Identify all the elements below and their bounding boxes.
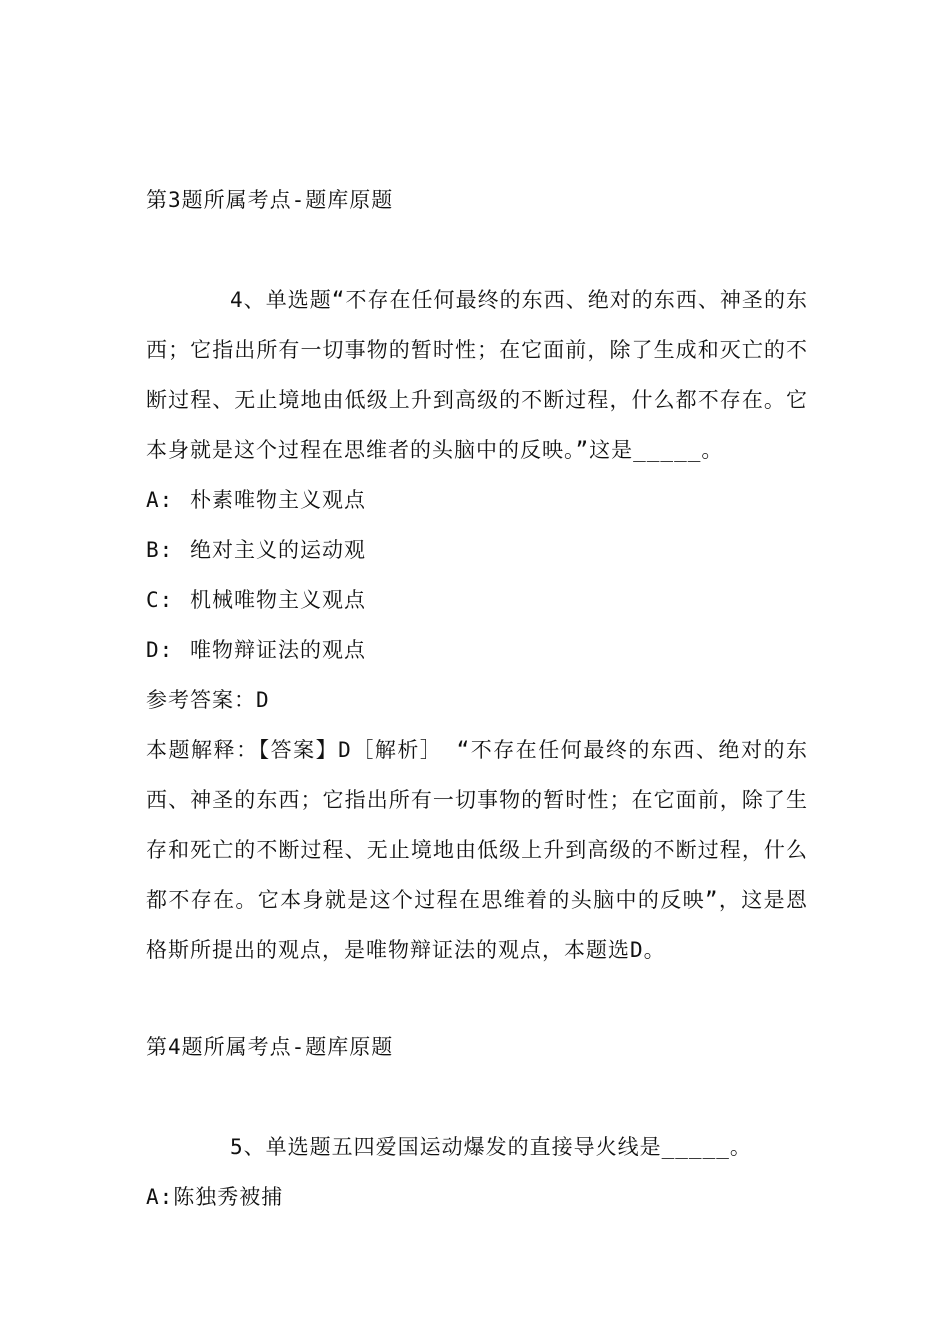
question4-option-c (146, 575, 806, 625)
question4-option-a (146, 475, 806, 525)
question5-stem: 5、单选题五四爱国运动爆发的直接导火线是_____。 (230, 1135, 752, 1159)
option-letter: A: (146, 1185, 174, 1209)
option-text: 唯物辩证法的观点 (190, 638, 366, 662)
option-text: 陈独秀被捕 (173, 1185, 284, 1209)
section3-footer: 第3题所属考点-题库原题 (146, 188, 394, 212)
question4-explanation: 本题解释：【答案】D［解析］ “不存在任何最终的东西、绝对的东西、神圣的东西；它指出所有一切事物的暂时性；在它面前，除了生存和死亡的不断过程、无止境地由低级上升到高级的不断过程，什么都不存在。它本身就是这个过程在思维着的头脑中的反映”，这是恩格斯所提出的观点，是唯物辩证法的观点，本题选D。 (146, 738, 808, 962)
option-text: 绝对主义的运动观 (190, 538, 366, 562)
question4-option-b (146, 525, 806, 575)
question4-answer: 参考答案：D (146, 688, 270, 712)
question5-option-a (146, 1172, 806, 1222)
option-letter: C: (146, 588, 174, 612)
question4-stem: 4、单选题“不存在任何最终的东西、绝对的东西、神圣的东西；它指出所有一切事物的暂时性；在它面前，除了生成和灭亡的不断过程、无止境地由低级上升到高级的不断过程，什么都不存在。它本身就是这个过程在思维者的头脑中的反映。”这是_____。 (146, 288, 808, 462)
option-letter: A: (146, 488, 174, 512)
option-letter: B: (146, 538, 174, 562)
question4-option-d (146, 625, 806, 675)
option-text: 朴素唯物主义观点 (190, 488, 366, 512)
section4-footer: 第4题所属考点-题库原题 (146, 1035, 394, 1059)
option-letter: D: (146, 638, 174, 662)
option-text: 机械唯物主义观点 (190, 588, 366, 612)
